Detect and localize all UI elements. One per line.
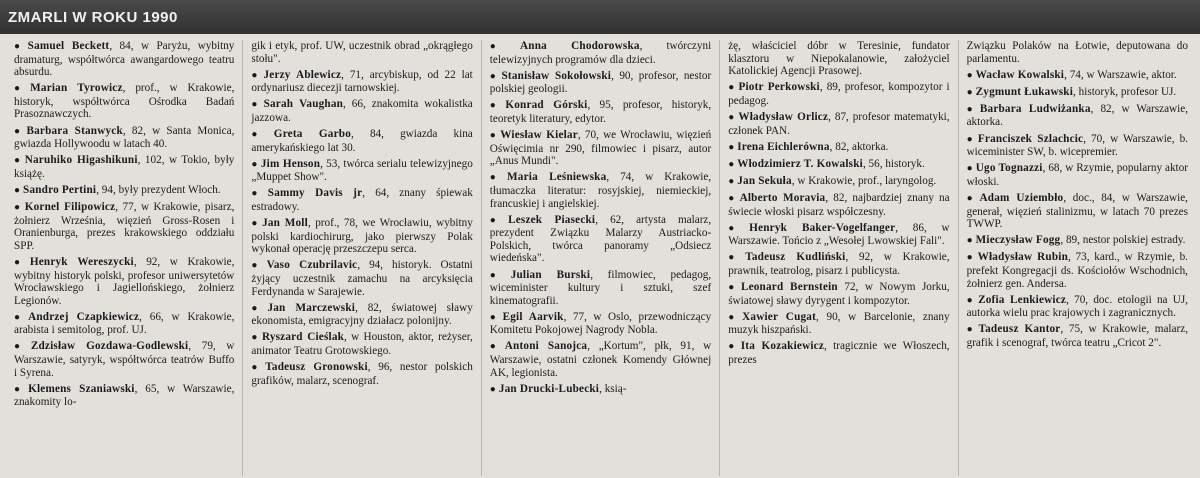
bullet-icon: ●	[14, 383, 26, 395]
bullet-icon: ●	[14, 83, 28, 95]
bullet-icon: ●	[728, 341, 738, 353]
bullet-icon: ●	[251, 99, 261, 111]
bullet-icon: ●	[966, 69, 973, 81]
entry-description: , 71, arcybiskup, od 22 lat ordynariusz diecezji tarnowskiej.	[251, 68, 473, 95]
entry-description: , 86, w Warszawie. Tońcio z „Wesołej Lwowskiej Fali".	[728, 221, 950, 248]
entry-description: , 92, w Krakowie, prawnik, teatrolog, pisarz i publicysta.	[728, 251, 950, 277]
entry-description: , 90, w Barcelonie, znany muzyk hiszpański.	[728, 310, 950, 337]
bullet-icon: ●	[966, 133, 975, 145]
person-name: Barbara Stanwyck	[26, 124, 123, 137]
bullet-icon: ●	[489, 269, 508, 281]
bullet-icon: ●	[14, 125, 24, 137]
obituary-entry	[14, 40, 234, 79]
obituary-entry	[967, 294, 1188, 320]
bullet-icon: ●	[966, 252, 975, 264]
person-name: Wiesław Kielar	[500, 129, 578, 142]
obituary-entry	[728, 251, 949, 277]
entry-description: , 70, w Warszawie, b. wiceminister SW, b. wicepremier.	[966, 132, 1188, 159]
entry-description: , w Krakowie, prof., laryngolog.	[791, 174, 937, 187]
person-name: Henryk Wereszycki	[29, 255, 134, 268]
obituary-entry	[728, 222, 949, 248]
obituary-entry	[967, 234, 1188, 248]
entry-description: 72, w Nowym Jorku, światowej sławy dyrygent i kompozytor.	[728, 281, 950, 307]
bullet-icon: ●	[728, 222, 747, 234]
obituary-entry	[14, 184, 234, 198]
entry-description: , 82, aktorka.	[829, 140, 889, 153]
person-name: Władysław Orlicz	[738, 110, 829, 123]
entry-description: , 74, w Warszawie, aktor.	[1064, 68, 1177, 81]
entry-description: , filmowiec, pedagog, wiceminister kultury i sztuki, szef kinematografii.	[489, 268, 712, 307]
bullet-icon: ●	[251, 69, 261, 81]
person-name: Stanisław Sokołowski	[501, 69, 612, 82]
person-name: Vaso Czubrilavic	[266, 259, 358, 272]
person-name: Piotr Perkowski	[738, 81, 820, 94]
entry-description: , „Kortum", płk, 91, w Warszawie, ostatni członek Komendy Głównej AK, legionista.	[489, 340, 712, 379]
bullet-icon: ●	[966, 192, 977, 204]
obituary-entry	[967, 103, 1188, 129]
entry-description: , 66, znakomita wokalistka jazzowa.	[251, 98, 473, 124]
entry-description: , prof., 78, we Wrocławiu, wybitny polski kardiochirurg, jako pierwszy Polak wykonał operację przeszczepu serca.	[251, 217, 473, 256]
bullet-icon: ●	[14, 202, 22, 214]
header-bar	[0, 0, 1200, 34]
person-name: Antoni Sanojca	[504, 340, 588, 353]
obituary-entry	[728, 281, 949, 307]
obituary-entry	[728, 192, 949, 218]
bullet-icon: ●	[966, 86, 973, 98]
person-name: Leszek Piasecki	[508, 213, 596, 226]
entry-description: , tragicznie we Włoszech, prezes	[728, 340, 950, 366]
bullet-icon: ●	[251, 332, 259, 344]
bullet-icon: ●	[14, 341, 28, 353]
person-name: Julian Burski	[510, 268, 591, 281]
bullet-icon: ●	[489, 100, 503, 112]
bullet-icon: ●	[966, 163, 973, 175]
bullet-icon: ●	[489, 41, 518, 52]
bullet-icon: ●	[14, 256, 27, 268]
person-name: Konrad Górski	[505, 99, 588, 112]
bullet-icon: ●	[728, 111, 736, 123]
person-name: Henryk Baker-Vogelfanger	[749, 221, 896, 234]
entry-description: , 53, twórca serialu telewizyjnego „Muppet Show".	[251, 157, 473, 184]
obituary-entry	[728, 311, 949, 337]
entry-description: , 64, znany śpiewak estradowy.	[251, 187, 473, 214]
obituary-entry	[490, 99, 711, 125]
obituary-entry	[967, 192, 1188, 231]
entry-description: , 74, w Krakowie, tłumaczka literatur: rosyjskiej, niemieckiej, francuskiej i angielskiej.	[489, 171, 712, 210]
person-name: Zygmunt Łukawski	[975, 85, 1074, 98]
person-name: Maria Leśniewska	[507, 171, 607, 184]
bullet-icon: ●	[14, 155, 22, 167]
entry-description: , 62, artysta malarz, prezydent Związku Malarzy Austriacko-Polskich, twórca panoramy „Odsiecz wiedeńska".	[489, 213, 712, 265]
obituary-entry	[490, 171, 711, 210]
entry-description: , 94, były prezydent Włoch.	[96, 183, 221, 196]
person-name: Tadeusz Kudliński	[745, 251, 846, 264]
person-name: Włodzimierz T. Kowalski	[737, 157, 863, 170]
bullet-icon: ●	[251, 158, 258, 170]
bullet-icon: ●	[14, 41, 25, 52]
person-name: Alberto Moravia	[739, 191, 826, 204]
bullet-icon: ●	[728, 192, 737, 204]
obituary-entry	[728, 111, 949, 137]
obituary-entry	[490, 40, 711, 66]
bullet-icon: ●	[489, 341, 502, 353]
bullet-icon: ●	[489, 172, 505, 184]
person-name: Sandro Pertini	[23, 183, 97, 196]
obituary-entry	[490, 129, 711, 168]
bullet-icon: ●	[251, 188, 265, 200]
person-name: Greta Garbo	[273, 128, 351, 141]
person-name: Ita Kozakiewicz	[740, 340, 825, 353]
bullet-icon: ●	[966, 235, 973, 247]
bullet-icon: ●	[14, 311, 26, 323]
entry-description: , 89, nestor polskiej estrady.	[1060, 234, 1186, 247]
person-name: Jan Drucki-Lubecki	[498, 382, 600, 395]
person-name: Leonard Bernstein	[740, 281, 838, 293]
bullet-icon: ●	[489, 130, 498, 142]
column-3	[481, 40, 719, 476]
bullet-icon: ●	[728, 82, 736, 94]
person-name: Marian Tyrowicz	[30, 82, 123, 95]
obituary-entry	[251, 40, 472, 65]
entry-description: , 73, kard., w Rzymie, b. prefekt Kongregacji ds. Kościołów Wschodnich, żołnierz gen. Andersa.	[966, 251, 1188, 290]
entry-description: , 82, światowej sławy ekonomista, emigracyjny działacz polonijny.	[251, 301, 473, 328]
person-name: Anna Chodorowska	[520, 40, 640, 52]
entry-description: , 82, najbardziej znany na świecie włoski pisarz współczesny.	[728, 191, 950, 218]
person-name: Samuel Beckett	[27, 40, 110, 52]
obituary-entry	[728, 340, 949, 366]
obituary-entry	[251, 98, 472, 124]
entry-description: , doc., 84, w Warszawie, generał, więzień stalinizmu, w latach 70 prezes TWWP.	[966, 191, 1188, 231]
column-1	[4, 40, 242, 476]
obituary-entry	[251, 302, 472, 328]
entry-description: , 77, w Oslo, przewodniczący Komitetu Pokojowej Nagrody Nobla.	[489, 310, 712, 337]
bullet-icon: ●	[728, 311, 740, 323]
person-name: Jan Marczewski	[267, 301, 356, 314]
obituary-entry	[728, 158, 949, 172]
obituary-entry	[14, 383, 234, 409]
obituary-entry	[14, 340, 234, 379]
person-name: Sammy Davis jr	[267, 187, 363, 200]
obituary-entry	[728, 81, 949, 107]
bullet-icon: ●	[728, 282, 738, 293]
obituary-entry	[251, 69, 472, 95]
person-name: Zdzisław Gozdawa-Godlewski	[30, 340, 189, 353]
entry-description: , 96, nestor polskich grafików, malarz, scenograf.	[251, 361, 473, 387]
bullet-icon: ●	[966, 294, 976, 306]
bullet-icon: ●	[489, 214, 506, 226]
entry-description: Związku Polaków na Łotwie, deputowana do parlamentu.	[966, 40, 1188, 65]
person-name: Irena Eichlerówna	[737, 140, 830, 153]
bullet-icon: ●	[14, 184, 21, 196]
bullet-icon: ●	[966, 103, 977, 115]
obituary-entry	[490, 383, 711, 397]
person-name: Sarah Vaughan	[263, 98, 344, 111]
entry-description: , 84, gwiazda kina amerykańskiego lat 30.	[251, 128, 473, 154]
bullet-icon: ●	[728, 158, 735, 170]
person-name: Jerzy Ablewicz	[263, 68, 342, 81]
bullet-icon: ●	[728, 175, 735, 187]
obituary-entry	[251, 361, 472, 387]
obituary-entry	[728, 141, 949, 155]
person-name: Egil Aarvik	[502, 310, 564, 323]
obituary-entry	[251, 217, 472, 256]
column-2	[242, 40, 480, 476]
obituary-entry	[14, 311, 234, 337]
entry-description: , 94, historyk. Ostatni żyjący uczestnik zamachu na arcyksięcia Ferdynanda w Sarajewie.	[251, 259, 473, 298]
bullet-icon: ●	[251, 260, 264, 272]
person-name: Jan Moll	[262, 217, 308, 230]
entry-description: , 65, w Warszawie, znakomity lo-	[14, 382, 235, 409]
bullet-icon: ●	[489, 70, 499, 82]
obituary-entry	[490, 311, 711, 337]
entry-description: , 56, historyk.	[862, 157, 925, 170]
entry-description: , 70, doc. etologii na UJ, autorka wielu prac krajowych i zagranicznych.	[966, 293, 1188, 320]
obituary-entry	[251, 331, 472, 357]
person-name: Naruhiko Higashikuni	[24, 154, 138, 167]
bullet-icon: ●	[251, 129, 271, 141]
entry-description: , w Houston, aktor, reżyser, animator Teatru Grotowskiego.	[251, 331, 473, 357]
obituary-entry	[967, 162, 1188, 188]
person-name: Barbara Ludwiżanka	[979, 102, 1091, 115]
entry-description: , 92, w Krakowie, wybitny historyk polski, profesor uniwersytetów Wrocławskiego i Jagiellońskiego, żołnierz Legionów.	[14, 255, 235, 307]
entry-description: , 70, we Wrocławiu, więzień Oświęcimia nr 290, filmowiec i pisarz, autor „Anus Mundi".	[489, 129, 712, 168]
entry-description: , 90, profesor, nestor polskiej geologii.	[489, 69, 712, 96]
obituary-entry	[967, 69, 1188, 83]
entry-description: , 77, w Krakowie, pisarz, żołnierz Września, więzień Gross-Rosen i Oranienburga, prezes krakowskiego oddziału SPP.	[14, 201, 235, 252]
obituary-entry	[490, 340, 711, 379]
person-name: Xawier Cugat	[742, 310, 817, 323]
obituary-entry	[490, 214, 711, 265]
person-name: Klemens Szaniawski	[28, 382, 135, 395]
bullet-icon: ●	[251, 362, 263, 374]
obituary-columns	[4, 40, 1196, 476]
entry-description: , 66, w Krakowie, arabista i semitolog, prof. UJ.	[14, 310, 235, 337]
bullet-icon: ●	[966, 324, 976, 336]
entry-description: , twórczyni telewizyjnych programów dla dzieci.	[489, 40, 712, 66]
obituary-entry	[728, 40, 949, 78]
person-name: Jim Henson	[260, 157, 321, 170]
bullet-icon: ●	[489, 383, 496, 395]
entry-description: , 79, w Warszawie, satyryk, współtwórca teatrów Buffo i Syrena.	[14, 340, 235, 379]
obituary-entry	[967, 40, 1188, 65]
obituary-entry	[967, 323, 1188, 349]
entry-description: , 87, profesor matematyki, członek PAN.	[728, 110, 950, 137]
obituary-entry	[728, 175, 949, 189]
person-name: Kornel Filipowicz	[24, 201, 116, 214]
person-name: Jan Sekuła	[737, 174, 792, 187]
person-name: Andrzej Czapkiewicz	[28, 310, 140, 323]
obituary-entry	[490, 269, 711, 308]
person-name: Zofia Lenkiewicz	[978, 293, 1067, 306]
bullet-icon: ●	[251, 218, 260, 230]
entry-description: , 84, w Paryżu, wybitny dramaturg, współtwórca awangardowego teatru absurdu.	[14, 40, 235, 79]
person-name: Władysław Rubin	[977, 251, 1069, 264]
person-name: Ugo Tognazzi	[975, 162, 1043, 175]
person-name: Tadeusz Kantor	[978, 323, 1061, 336]
bullet-icon: ●	[251, 302, 265, 314]
entry-description: , 68, w Rzymie, popularny aktor włoski.	[966, 162, 1188, 188]
entry-description: , historyk, profesor UJ.	[1073, 85, 1177, 98]
entry-description: , 82, w Santa Monica, gwiazda Hollywoodu w latach 40.	[14, 124, 235, 151]
obituary-entry	[14, 201, 234, 252]
entry-description: , prof., w Krakowie, historyk, współtwórca Ośrodka Badań Prasoznawczych.	[14, 82, 235, 121]
person-name: Franciszek Szlachcic	[977, 132, 1084, 145]
obituary-entry	[14, 256, 234, 307]
page-title: ZMARLI W ROKU 1990	[8, 9, 178, 26]
entry-description: , ksią-	[599, 382, 627, 395]
column-5	[958, 40, 1196, 476]
obituary-entry	[251, 259, 472, 298]
entry-description: , 89, profesor, kompozytor i pedagog.	[728, 81, 950, 107]
obituary-entry	[490, 70, 711, 96]
obituary-entry	[251, 187, 472, 213]
obituary-entry	[251, 128, 472, 154]
column-4	[719, 40, 957, 476]
person-name: Tadeusz Gronowski	[265, 361, 368, 374]
bullet-icon: ●	[728, 252, 743, 264]
bullet-icon: ●	[489, 311, 500, 323]
obituary-entry	[14, 82, 234, 121]
person-name: Adam Uziembło	[979, 191, 1064, 204]
person-name: Ryszard Cieślak	[261, 331, 345, 344]
entry-description: , 82, w Warszawie, aktorka.	[966, 102, 1188, 129]
entry-description: , 102, w Tokio, były książę.	[14, 154, 235, 180]
entry-description: żę, właściciel dóbr w Teresinie, fundator klasztoru w Niepokalanowie, założyciel Katolickiej Agencji Prasowej.	[728, 40, 950, 78]
obituary-entry	[967, 86, 1188, 100]
bullet-icon: ●	[728, 141, 735, 153]
obituary-entry	[14, 154, 234, 180]
entry-description: gik i etyk, prof. UW, uczestnik obrad „okrągłego stołu".	[251, 40, 473, 65]
entry-description: , 75, w Krakowie, malarz, grafik i scenograf, twórca teatru „Cricot 2".	[966, 323, 1188, 349]
obituary-entry	[967, 133, 1188, 159]
obituary-entry	[251, 158, 472, 184]
person-name: Mieczysław Fogg	[975, 234, 1061, 247]
obituary-entry	[14, 125, 234, 151]
person-name: Wacław Kowalski	[975, 68, 1065, 81]
obituary-entry	[967, 251, 1188, 290]
entry-description: , 95, profesor, historyk, teoretyk literatury, edytor.	[489, 99, 712, 125]
